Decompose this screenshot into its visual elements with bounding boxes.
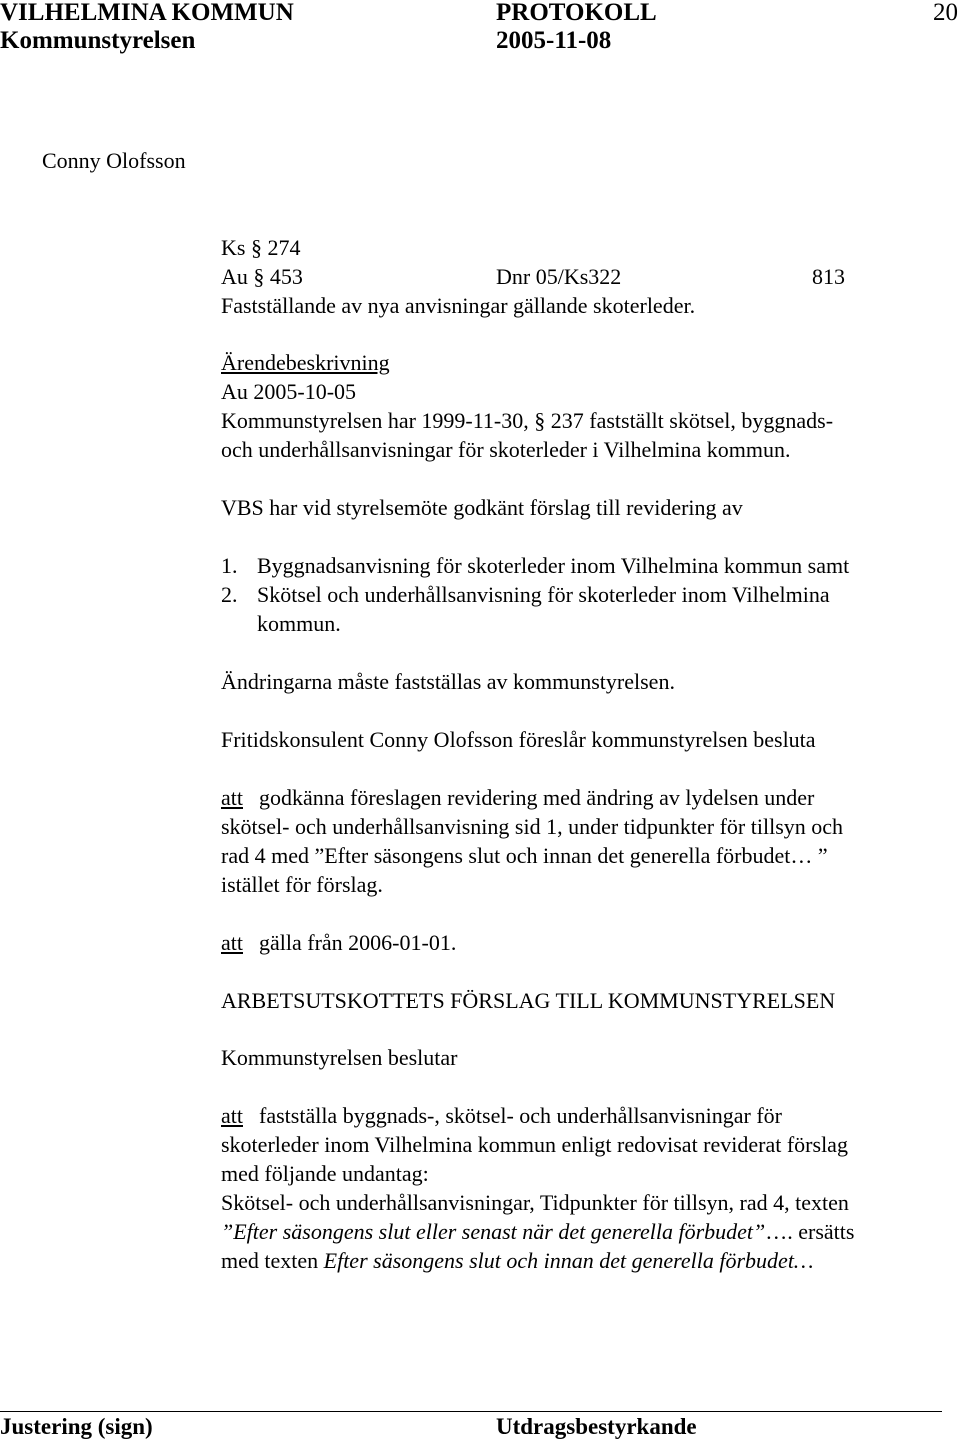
decision-line-tail: …. ersätts	[765, 1219, 855, 1244]
proposal-1-line: rad 4 med ”Efter säsongens slut och innan det generella förbudet… ”	[221, 843, 828, 868]
header-doc-type: PROTOKOLL	[496, 0, 657, 26]
header-body: Kommunstyrelsen	[0, 27, 196, 54]
au-proposal-heading: ARBETSUTSKOTTETS FÖRSLAG TILL KOMMUNSTYRELSEN	[221, 988, 836, 1013]
list-item-text: kommun.	[257, 611, 341, 636]
description-line-1: Kommunstyrelsen har 1999-11-30, § 237 fastställt skötsel, byggnads-	[221, 408, 834, 433]
decision-line: skoterleder inom Vilhelmina kommun enligt redovisat reviderat förslag	[221, 1132, 848, 1157]
case-code: 813	[812, 264, 845, 289]
description-line-2: och underhållsanvisningar för skoterleder i Vilhelmina kommun.	[221, 437, 791, 462]
footer-utdragsbestyrkande: Utdragsbestyrkande	[496, 1414, 697, 1439]
footer-justering: Justering (sign)	[0, 1414, 153, 1439]
decision-line: fastställa byggnads-, skötsel- och underhållsanvisningar för	[259, 1103, 782, 1128]
case-au: Au § 453	[221, 264, 303, 289]
decision-line: med följande undantag:	[221, 1161, 429, 1186]
list-item-number: 1.	[221, 553, 238, 578]
description-au-date: Au 2005-10-05	[221, 379, 357, 404]
list-item-text: Byggnadsanvisning för skoterleder inom Vilhelmina kommun samt	[257, 553, 850, 578]
proposal-2-line: gälla från 2006-01-01.	[259, 930, 457, 955]
presenter-name: Conny Olofsson	[42, 148, 186, 173]
proposal-intro: Fritidskonsulent Conny Olofsson föreslår kommunstyrelsen besluta	[221, 727, 816, 752]
att-label: att	[221, 785, 243, 810]
case-title: Fastställande av nya anvisningar gällande skoterleder.	[221, 293, 696, 318]
decision-line	[221, 1246, 814, 1275]
header-municipality: VILHELMINA KOMMUN	[0, 0, 294, 26]
footer-divider	[0, 1411, 942, 1412]
list-item-number: 2.	[221, 582, 238, 607]
list-item-text: Skötsel och underhållsanvisning för skoterleder inom Vilhelmina	[257, 582, 830, 607]
att-label: att	[221, 1103, 243, 1128]
case-dnr: Dnr 05/Ks322	[496, 264, 622, 289]
att-label: att	[221, 930, 243, 955]
changes-note: Ändringarna måste fastställas av kommunstyrelsen.	[221, 669, 675, 694]
proposal-1-line: skötsel- och underhållsanvisning sid 1, under tidpunkter för tillsyn och	[221, 814, 844, 839]
case-ks: Ks § 274	[221, 235, 301, 260]
decision-line	[221, 1217, 854, 1246]
decision-quoted-text: ”Efter säsongens slut eller senast när det generella förbudet”	[221, 1219, 766, 1244]
header-page-number: 20	[933, 0, 958, 26]
decision-line: Skötsel- och underhållsanvisningar, Tidpunkter för tillsyn, rad 4, texten	[221, 1190, 849, 1215]
decision-new-text: Efter säsongens slut och innan det generella förbudet…	[323, 1248, 814, 1273]
proposal-1-line: godkänna föreslagen revidering med ändring av lydelsen under	[259, 785, 815, 810]
description-heading: Ärendebeskrivning	[221, 350, 390, 375]
header-date: 2005-11-08	[496, 27, 612, 54]
decision-line-prefix: med texten	[221, 1248, 324, 1273]
proposal-1-line: istället för förslag.	[221, 872, 383, 897]
decision-heading: Kommunstyrelsen beslutar	[221, 1045, 458, 1070]
description-vbs: VBS har vid styrelsemöte godkänt förslag till revidering av	[221, 495, 743, 520]
